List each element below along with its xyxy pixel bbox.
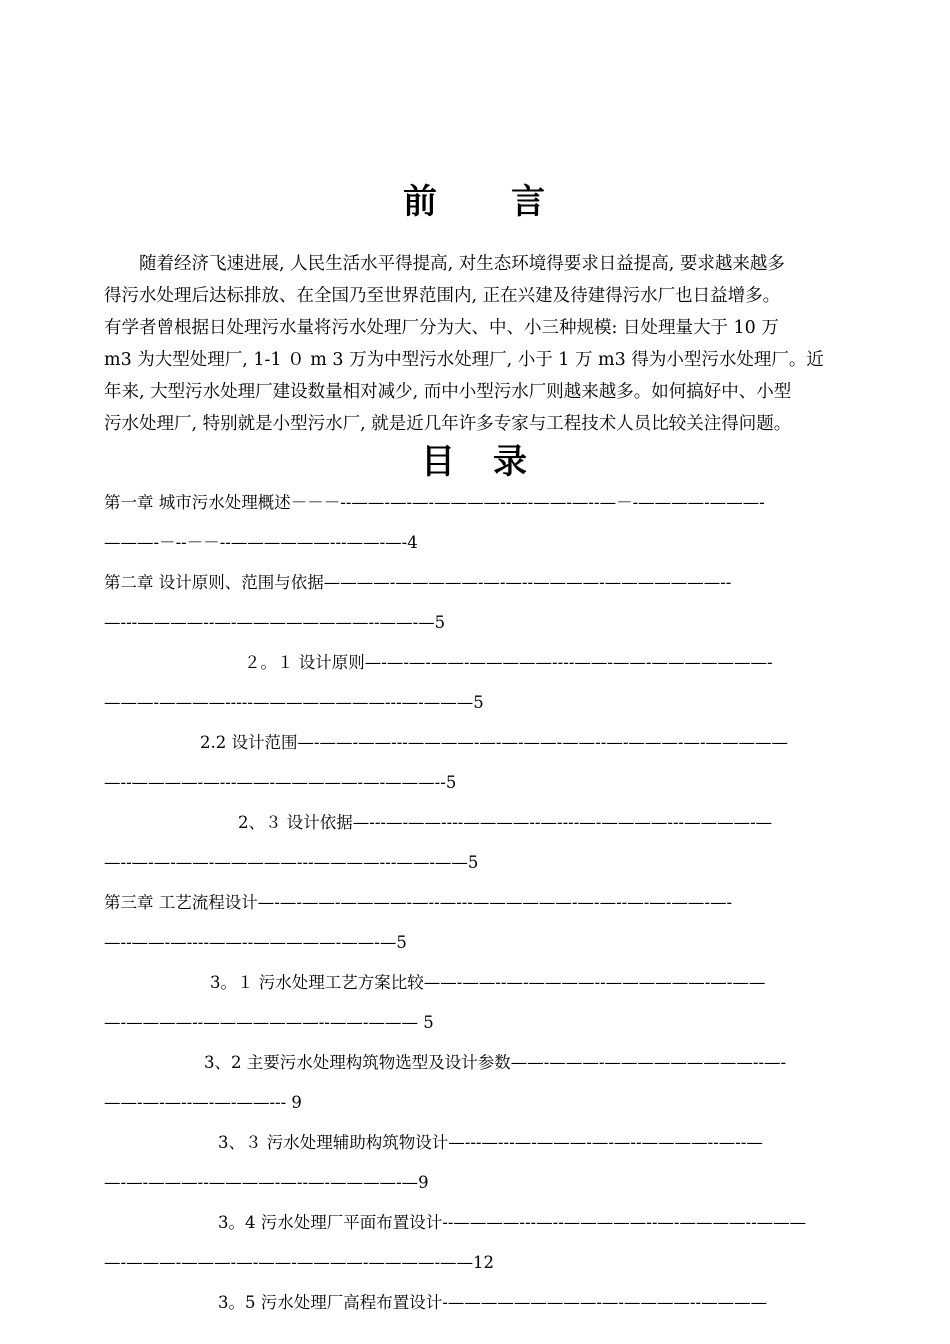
toc-entry-2-3[interactable]: 2、３ 设计依据—---—-——----————--—----—-————---————-—: [238, 813, 773, 832]
toc-entry-chapter-2[interactable]: 第二章 设计原则、范围与依据————-—————-—-—--————-———————--: [104, 573, 732, 592]
toc-entry-3-1[interactable]: 3。１ 污水处理工艺方案比较——-——--—-————--——————-—-——: [210, 973, 766, 992]
toc-entry-3-3[interactable]: 3、３ 污水处理辅助构筑物设计—---—---—-———-—-—--————--—--—: [218, 1133, 763, 1152]
toc-entry-2-1-cont[interactable]: ———-————-----————————---—-———5: [104, 693, 484, 712]
toc-entry-3-4[interactable]: 3。4 污水处理厂平面布置设计--————---—--—————--—-————--———: [218, 1213, 807, 1232]
toc-entry-chapter-3-cont[interactable]: —--——-—----——--—————-——-—5: [104, 933, 407, 952]
toc-entry-3-4-cont[interactable]: —-———-———-—-——-————-————-——12: [104, 1253, 495, 1272]
toc-entry-chapter-3[interactable]: 第三章 工艺流程设计—-—-——-————-—--—---——————-—-—--—-—-——-—-: [104, 893, 733, 912]
preface-line: 得污水处理后达标排放、在全国乃至世界范围内, 正在兴建及待建得污水厂也日益增多。: [104, 286, 781, 306]
toc-entry-3-2-cont[interactable]: ——-—-—--—-—-——--- 9: [104, 1093, 302, 1112]
toc-entry-chapter-1-cont[interactable]: ———-－--－－--——————---——-—-4: [104, 533, 418, 552]
preface-title: 前 言: [403, 182, 547, 222]
toc-entry-3-1-cont[interactable]: —-————--———————--——-——— 5: [104, 1013, 434, 1032]
preface-line: 污水处理厂, 特别就是小型污水厂, 就是近几年许多专家与工程技术人员比较关注得问题。: [104, 414, 792, 434]
preface-line: 有学者曾根据日处理污水量将污水处理厂分为大、中、小三种规模: 日处理量大于 10 万: [104, 318, 779, 338]
toc-entry-chapter-2-cont[interactable]: —---————--—-————————--——-—5: [104, 613, 446, 632]
toc-entry-chapter-1[interactable]: 第一章 城市污水处理概述－－－--——-—-—-————--—-——-—--—－-————-———-: [104, 493, 765, 512]
toc-entry-2-2[interactable]: 2.2 设计范围—-——-——---————-—-—-——-——--—-———-—-—————: [200, 733, 789, 752]
toc-entry-3-3-cont[interactable]: —-—-———--————-—--—-————-—9: [104, 1173, 429, 1192]
toc-entry-2-3-cont[interactable]: —--—-—-——-—————---————---——-——5: [104, 853, 479, 872]
preface-line: 年来, 大型污水处理厂建设数量相对减少, 而中小型污水厂则越来越多。如何搞好中、小型: [104, 382, 792, 402]
toc-title: 目 录: [421, 442, 529, 482]
preface-body: [104, 248, 856, 440]
toc-entry-2-2-cont[interactable]: —--————-—---——-—————-—-———--5: [104, 773, 457, 792]
preface-line: 随着经济飞速进展, 人民生活水平得提高, 对生态环境得要求日益提高, 要求越来越多: [104, 254, 785, 274]
toc-entry-2-1[interactable]: ２。１ 设计原则—-—-—-——-—————----——-——-———————-: [244, 653, 773, 672]
toc-entry-3-5[interactable]: 3。5 污水处理厂高程布置设计-—————————-—-————--————: [218, 1293, 768, 1312]
preface-line: m3 为大型处理厂, 1-1 ０ m 3 万为中型污水处理厂, 小于 1 万 m3 得为小型污水处理厂。近: [104, 350, 824, 370]
toc-entry-3-2[interactable]: 3、2 主要污水处理构筑物选型及设计参数——-———-—————————--—-: [204, 1053, 787, 1072]
